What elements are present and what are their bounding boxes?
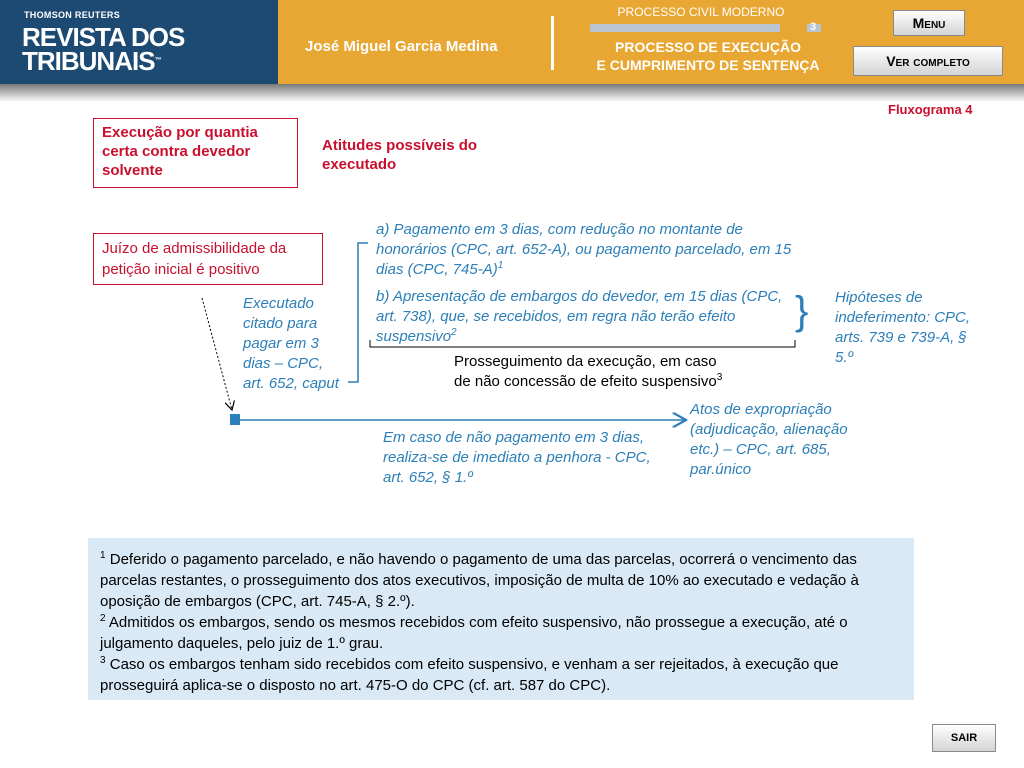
topic-title-line2: E CUMPRIMENTO DE SENTENÇA <box>596 57 820 73</box>
footnote-1: $^1$ Deferido o pagamento parcelado, e não havendo o pagamento de uma das parcelas, ocorrerá o vencimento das parcelas restantes, o prosseguimento dos atos executivos, imposição de multa de 10% ao executado e vedação à oposição de embargos (CPC, art. 745-A, § 2.º). <box>100 550 859 610</box>
expropriation-acts: Atos de expropriação (adjudicação, alienação etc.) – CPC, art. 685, par.único <box>690 401 848 478</box>
brand-publisher: THOMSON REUTERS <box>24 10 121 20</box>
seizure-text: Em caso de não pagamento em 3 dias, realiza-se de imediato a penhora - CPC, art. 652, § 1.º <box>383 429 651 486</box>
flow-start-node <box>230 414 240 425</box>
attitudes-title: Atitudes possíveis do executado <box>322 137 478 173</box>
menu-button[interactable]: Menu <box>893 10 965 36</box>
flowchart-label: Fluxograma 4 <box>888 102 973 117</box>
footnote-2: $^2$ Admitidos os embargos, sendo os mesmos recebidos com efeito suspensivo, não prossegue a execução, até o julgamento daqueles, pelo juiz de 1.º grau. <box>100 613 848 652</box>
admissibility-box: Juízo de admissibilidade da petição inicial é positivo <box>93 233 323 285</box>
option-b-embargos: b) Apresentação de embargos do devedor, em 15 dias (CPC, art. 738), que, se recebidos, em regra não terão efeito suspensivo$^2$ <box>376 288 783 345</box>
brand-name-line2: TRIBUNAIS™ <box>22 46 161 76</box>
module-number: 3 <box>810 21 817 33</box>
exit-button[interactable]: SAIR <box>932 724 996 752</box>
rejection-hypotheses: Hipóteses de indeferimento: CPC, arts. 739 e 739-A, § 5.º <box>835 289 971 366</box>
full-view-button[interactable]: Ver completo <box>853 46 1003 76</box>
option-a-payment: a) Pagamento em 3 dias, com redução no montante de honorários (CPC, art. 652-A), ou pagamento parcelado, em 15 dias (CPC, 745-A)$^1$ <box>376 221 792 278</box>
debtor-cited-text: Executado citado para pagar em 3 dias – CPC, art. 652, caput <box>243 295 339 392</box>
course-title: PROCESSO CIVIL MODERNO <box>617 5 785 19</box>
options-bracket <box>348 243 368 382</box>
footnotes-panel <box>88 538 914 700</box>
brand-name-line1: REVISTA DOS <box>22 22 185 52</box>
footnote-3: $^3$ Caso os embargos tenham sido recebidos com efeito suspensivo, e venham a ser rejeitados, à execução que prosseguirá aplica-se o disposto no art. 475-O do CPC (cf. art. 587 do CPC). <box>100 655 839 694</box>
execution-continuation: Prosseguimento da execução, em caso de não concessão de efeito suspensivo$^3$ <box>454 353 723 390</box>
dotted-arrow <box>202 298 232 410</box>
topic-title-line1: PROCESSO DE EXECUÇÃO <box>615 39 801 55</box>
author-name: José Miguel Garcia Medina <box>305 38 498 55</box>
execution-type-box: Execução por quantia certa contra devedor solvente <box>93 118 298 188</box>
hypotheses-brace: } <box>795 289 809 333</box>
